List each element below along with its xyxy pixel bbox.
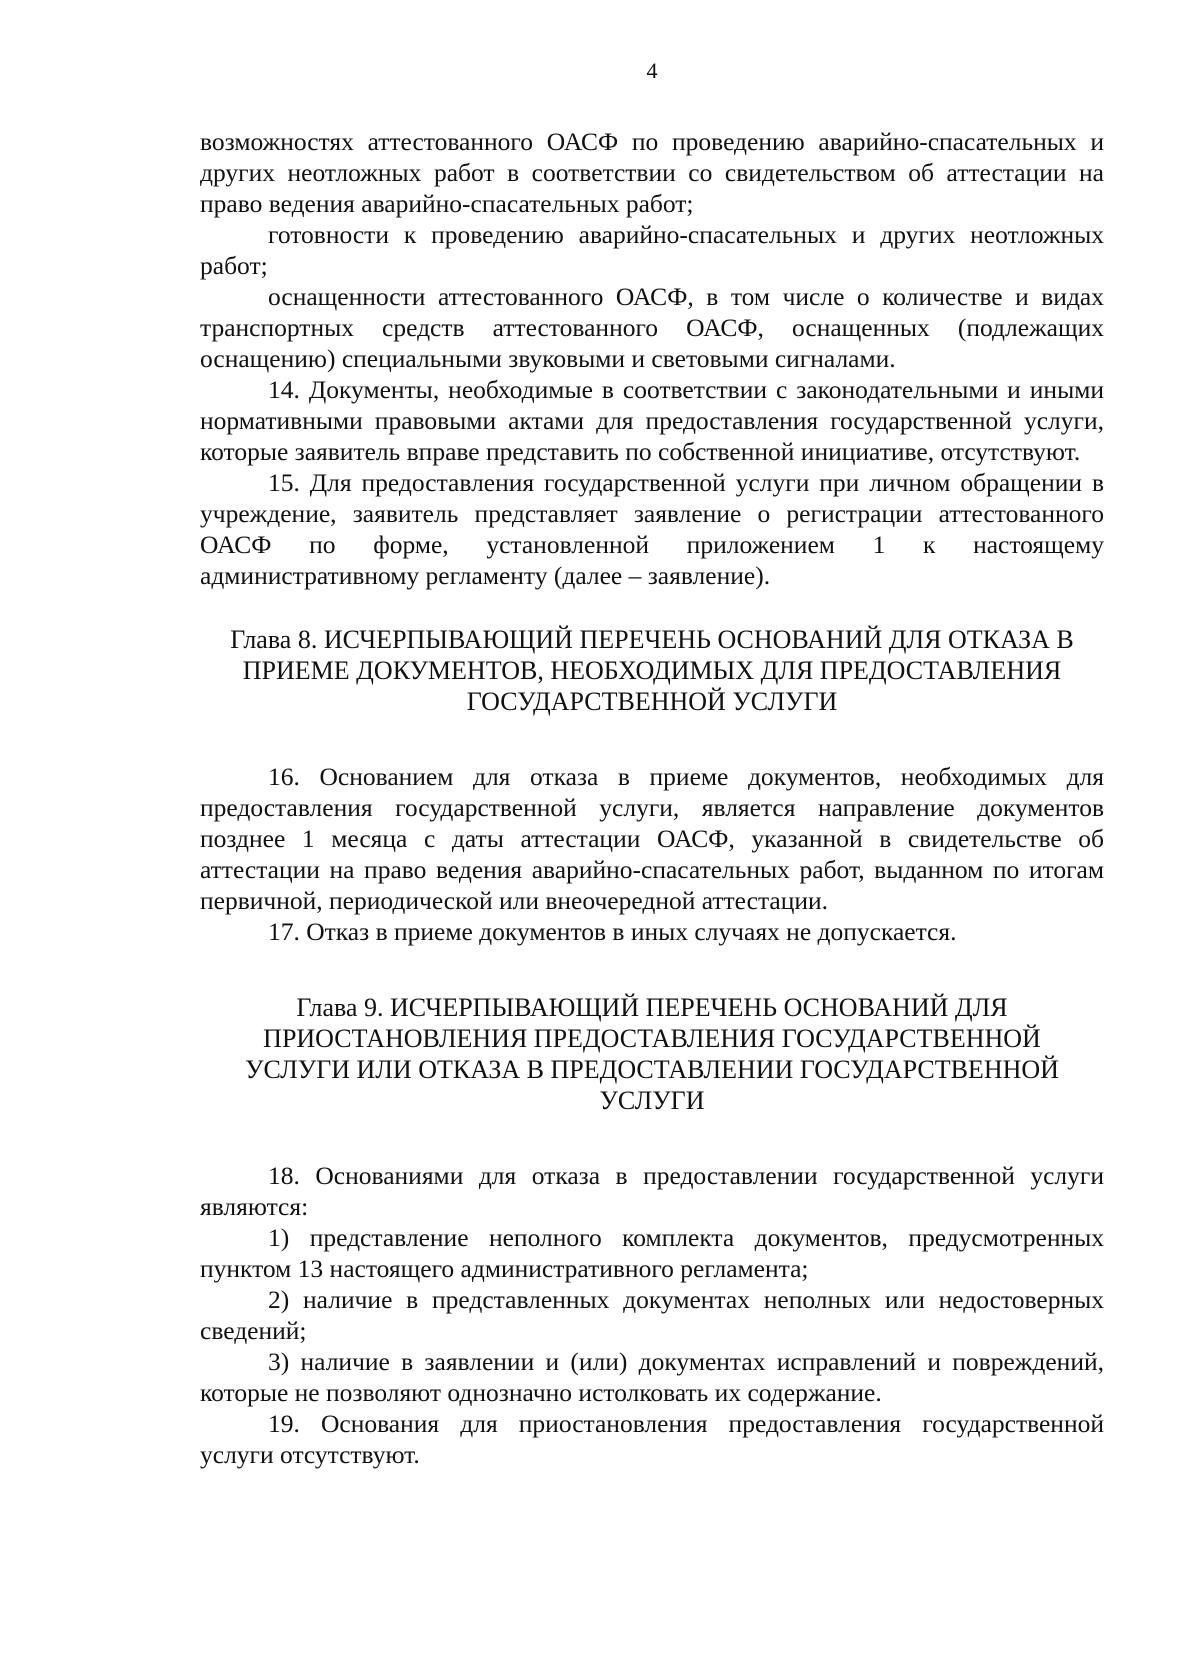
- chapter-9-heading: Глава 9. ИСЧЕРПЫВАЮЩИЙ ПЕРЕЧЕНЬ ОСНОВАНИЙ ДЛЯ ПРИОСТАНОВЛЕНИЯ ПРЕДОСТАВЛЕНИЯ ГОСУДАРСТВЕННОЙ УСЛУГИ ИЛИ ОТКАЗА В ПРЕДОСТАВЛЕНИИ ГОСУДАРСТВЕННОЙ УСЛУГИ: [245, 993, 1059, 1115]
- list-item-2: 2) наличие в представленных документах неполных или недостоверных сведений;: [200, 1285, 1104, 1345]
- list-item-1: 1) представление неполного комплекта документов, предусмотренных пунктом 13 настоящего административного регламента;: [200, 1223, 1104, 1283]
- paragraph-18: 18. Основаниями для отказа в предоставлении государственной услуги являются:: [200, 1161, 1104, 1221]
- paragraph-16: 16. Основанием для отказа в приеме документов, необходимых для предоставления государственной услуги, является направление документов позднее 1 месяца с даты аттестации ОАСФ, указанной в свидетельстве об аттестации на право ведения аварийно-спасательных работ, выданном по итогам первичной, периодической или внеочередной аттестации.: [200, 762, 1104, 915]
- paragraph-readiness: готовности к проведению аварийно-спасательных и других неотложных работ;: [200, 220, 1104, 280]
- paragraph-17: 17. Отказ в приеме документов в иных случаях не допускается.: [268, 917, 957, 946]
- paragraph-19: 19. Основания для приостановления предоставления государственной услуги отсутствуют.: [200, 1409, 1104, 1469]
- paragraph-equipment: оснащенности аттестованного ОАСФ, в том числе о количестве и видах транспортных средств аттестованного ОАСФ, оснащенных (подлежащих оснащению) специальными звуковыми и световыми сигналами.: [200, 282, 1104, 373]
- page-number: 4: [646, 58, 658, 83]
- document-page: [200, 0, 1104, 1675]
- paragraph-continuation: возможностях аттестованного ОАСФ по проведению аварийно-спасательных и других неотложных работ в соответствии со свидетельством об аттестации на право ведения аварийно-спасательных работ;: [200, 127, 1104, 218]
- paragraph-14: 14. Документы, необходимые в соответствии с законодательными и иными нормативными правовыми актами для предоставления государственной услуги, которые заявитель вправе представить по собственной инициативе, отсутствуют.: [200, 375, 1104, 466]
- document-body: [200, 126, 1104, 1470]
- paragraph-15: 15. Для предоставления государственной услуги при личном обращении в учреждение, заявитель представляет заявление о регистрации аттестованного ОАСФ по форме, установленной приложением 1 к настоящему административному регламенту (далее – заявление).: [200, 468, 1104, 590]
- list-item-3: 3) наличие в заявлении и (или) документах исправлений и повреждений, которые не позволяют однозначно истолковать их содержание.: [200, 1347, 1104, 1407]
- chapter-8-heading: Глава 8. ИСЧЕРПЫВАЮЩИЙ ПЕРЕЧЕНЬ ОСНОВАНИЙ ДЛЯ ОТКАЗА В ПРИЕМЕ ДОКУМЕНТОВ, НЕОБХОДИМЫХ ДЛЯ ПРЕДОСТАВЛЕНИЯ ГОСУДАРСТВЕННОЙ УСЛУГИ: [230, 625, 1074, 716]
